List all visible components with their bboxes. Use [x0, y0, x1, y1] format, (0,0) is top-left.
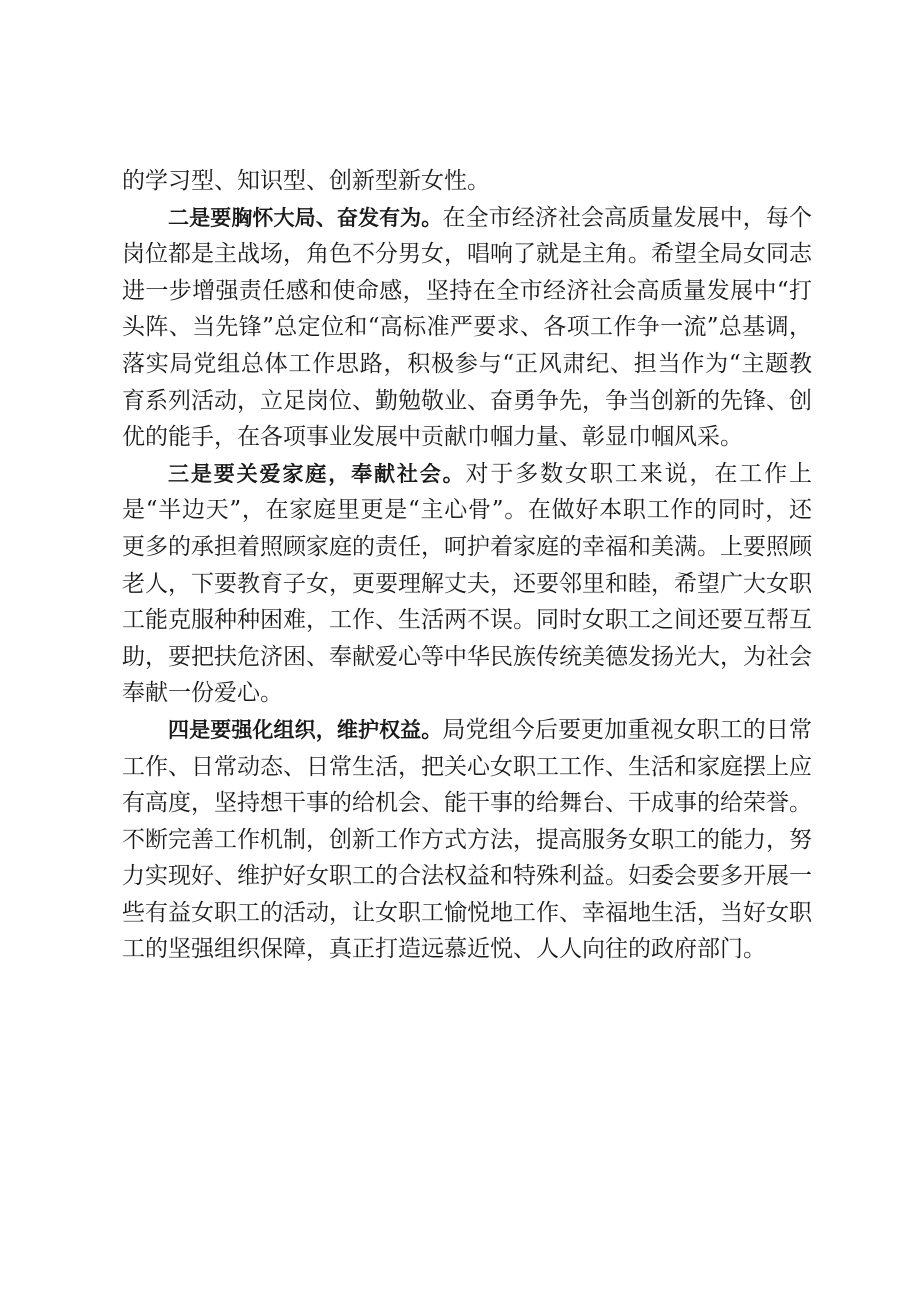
paragraph-point-four	[122, 712, 812, 968]
paragraph-body: 的学习型、知识型、创新型新女性。	[122, 168, 490, 194]
document-body	[122, 163, 812, 968]
paragraph-lead: 二是要胸怀大局、奋发有为。	[168, 205, 443, 230]
paragraph-body: 局党组今后要更加重视女职工的日常工作、日常动态、日常生活，把关心女职工工作、生活和家庭摆上应有高度，坚持想干事的给机会、能干事的给舞台、干成事的给荣誉。不断完善工作机制，创新工作方式方法，提高服务女职工的能力，努力实现好、维护好女职工的合法权益和特殊利益。妇委会要多开展一些有益女职工的活动，让女职工愉悦地工作、幸福地生活，当好女职工的坚强组织保障，真正打造远慕近悦、人人向往的政府部门。	[122, 716, 813, 963]
paragraph-point-two	[122, 200, 812, 456]
paragraph-lead: 三是要关爱家庭，奉献社会。	[168, 461, 466, 486]
paragraph-lead: 四是要强化组织，维护权益。	[168, 717, 443, 742]
paragraph-point-three	[122, 456, 812, 712]
paragraph-continuation	[122, 163, 812, 200]
paragraph-body: 对于多数女职工来说，在工作上是“半边天”，在家庭里更是“主心骨”。在做好本职工作的同时，还更多的承担着照顾家庭的责任，呵护着家庭的幸福和美满。上要照顾老人，下要教育子女，更要理解丈夫，还要邻里和睦，希望广大女职工能克服种种困难，工作、生活两不误。同时女职工之间还要互帮互助，要把扶危济困、奉献爱心等中华民族传统美德发扬光大，为社会奉献一份爱心。	[122, 460, 813, 707]
paragraph-body: 在全市经济社会高质量发展中，每个岗位都是主战场，角色不分男女，唱响了就是主角。希望全局女同志进一步增强责任感和使命感，坚持在全市经济社会高质量发展中“打头阵、当先锋”总定位和“高标准严要求、各项工作争一流”总基调，落实局党组总体工作思路，积极参与“正风肃纪、担当作为“主题教育系列活动，立足岗位、勤勉敬业、奋勇争先，争当创新的先锋、创优的能手，在各项事业发展中贡献巾帼力量、彰显巾帼风采。	[122, 204, 813, 451]
